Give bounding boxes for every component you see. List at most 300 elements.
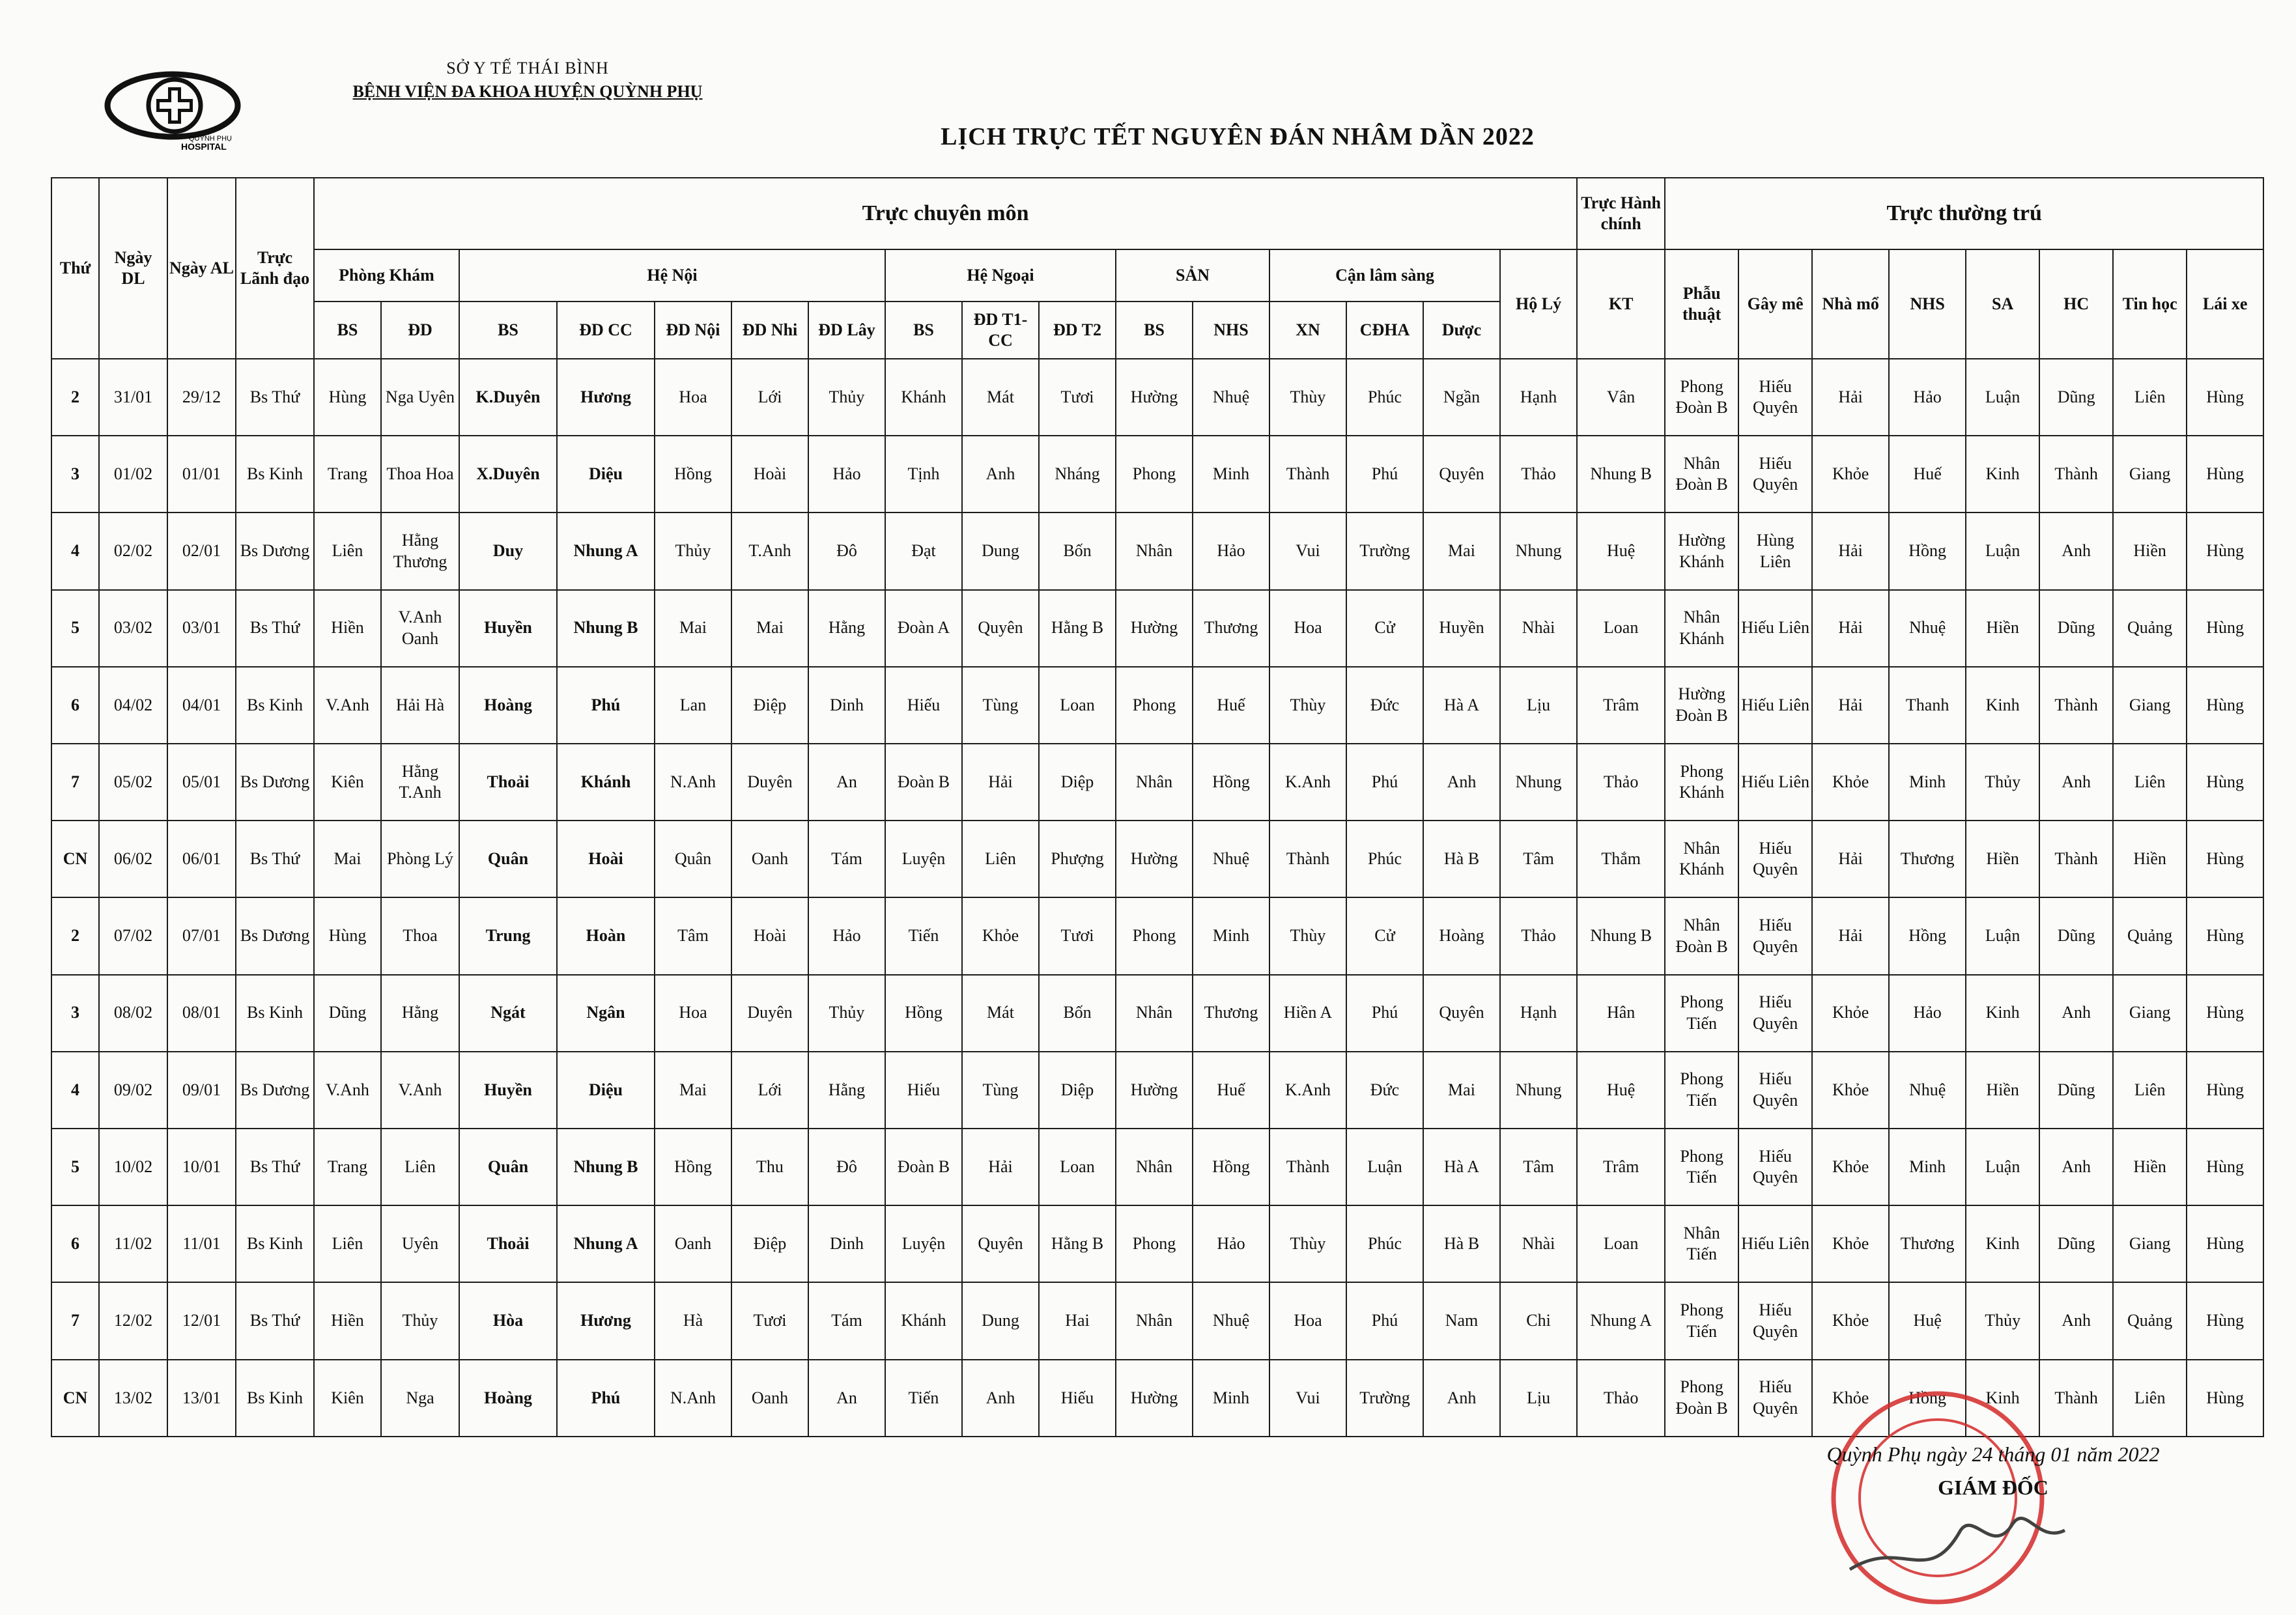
- table-cell: Minh: [1889, 744, 1966, 821]
- table-cell: Luận: [1966, 513, 2039, 589]
- table-cell: Hồng: [1889, 1360, 1966, 1437]
- table-cell: Hoa: [1269, 590, 1346, 667]
- table-cell: Trâm: [1577, 1129, 1665, 1205]
- table-cell: Thành: [2039, 1360, 2113, 1437]
- table-cell: Tùng: [962, 667, 1039, 744]
- table-row: [51, 1282, 2263, 1359]
- table-cell: Anh: [2039, 744, 2113, 821]
- table-cell: Luận: [1966, 359, 2039, 436]
- table-row: [51, 897, 2263, 974]
- table-cell: Bốn: [1039, 513, 1116, 589]
- table-cell: Anh: [2039, 1129, 2113, 1205]
- table-cell: Hiếu Liên: [1738, 590, 1812, 667]
- subheader-cell: BS: [885, 302, 962, 359]
- organization-block: [332, 59, 723, 102]
- table-cell: Hải: [962, 1129, 1039, 1205]
- table-cell: Quyên: [962, 1205, 1039, 1282]
- table-cell: Huệ: [1577, 513, 1665, 589]
- table-cell: Hiếu: [885, 1052, 962, 1129]
- table-cell: T.Anh: [731, 513, 808, 589]
- subheader-cell: ĐD Nhi: [731, 302, 808, 359]
- table-cell: Hoài: [731, 436, 808, 513]
- table-cell: Cử: [1346, 590, 1423, 667]
- header-phau-thuat: Phẫu thuật: [1665, 249, 1738, 359]
- table-cell: Phúc: [1346, 359, 1423, 436]
- table-cell: Điệp: [731, 1205, 808, 1282]
- table-cell: Hường: [1116, 1052, 1193, 1129]
- table-cell: Thoải: [459, 1205, 557, 1282]
- table-cell: Thanh: [1889, 667, 1966, 744]
- table-cell: K.Anh: [1269, 744, 1346, 821]
- table-cell: 04/02: [99, 667, 167, 744]
- table-cell: Trường: [1346, 513, 1423, 589]
- table-cell: 07/01: [167, 897, 236, 974]
- signature-block: [1759, 1442, 2228, 1500]
- table-cell: Thủy: [655, 513, 731, 589]
- svg-text:HOSPITAL: HOSPITAL: [181, 141, 227, 152]
- table-cell: Liên: [962, 821, 1039, 897]
- table-cell: Phú: [557, 1360, 655, 1437]
- header-san: SẢN: [1116, 249, 1269, 302]
- table-cell: Luyện: [885, 821, 962, 897]
- document-title: LỊCH TRỰC TẾT NGUYÊN ĐÁN NHÂM DẦN 2022: [941, 123, 1535, 150]
- table-cell: Huế: [1889, 436, 1966, 513]
- table-cell: Hiếu Quyên: [1738, 436, 1812, 513]
- table-cell: Hằng: [808, 1052, 885, 1129]
- table-cell: Mai: [1423, 513, 1500, 589]
- table-cell: Quyên: [962, 590, 1039, 667]
- table-cell: Khỏe: [962, 897, 1039, 974]
- table-cell: Nhân Đoàn B: [1665, 897, 1738, 974]
- table-cell: Thảo: [1500, 897, 1577, 974]
- table-cell: Phúc: [1346, 821, 1423, 897]
- table-cell: 4: [51, 1052, 99, 1129]
- table-cell: Khỏe: [1812, 1282, 1889, 1359]
- table-cell: Bs Kinh: [236, 667, 314, 744]
- table-cell: V.Anh: [381, 1052, 459, 1129]
- table-cell: Nhân: [1116, 513, 1193, 589]
- table-cell: Hiếu Quyên: [1738, 1360, 1812, 1437]
- table-cell: Oanh: [731, 1360, 808, 1437]
- table-cell: Luyện: [885, 1205, 962, 1282]
- table-cell: Hoàng: [459, 1360, 557, 1437]
- hospital-logo: [98, 65, 248, 156]
- table-cell: Hùng: [2187, 975, 2263, 1052]
- table-cell: Thoải: [459, 744, 557, 821]
- table-cell: Phúc: [1346, 1205, 1423, 1282]
- table-cell: Bs Dương: [236, 897, 314, 974]
- table-cell: Nga Uyên: [381, 359, 459, 436]
- table-cell: Huệ: [1577, 1052, 1665, 1129]
- table-cell: Tiến: [885, 1360, 962, 1437]
- table-cell: Thùy: [1269, 667, 1346, 744]
- table-cell: Tám: [808, 821, 885, 897]
- table-cell: Hằng Thương: [381, 513, 459, 589]
- table-cell: Đoàn B: [885, 1129, 962, 1205]
- table-cell: 6: [51, 1205, 99, 1282]
- table-cell: Kinh: [1966, 1205, 2039, 1282]
- table-cell: Hà B: [1423, 821, 1500, 897]
- table-cell: Trang: [314, 436, 381, 513]
- table-cell: Kinh: [1966, 975, 2039, 1052]
- table-cell: Nhung B: [1577, 436, 1665, 513]
- table-cell: Phong: [1116, 1205, 1193, 1282]
- table-cell: Giang: [2113, 436, 2187, 513]
- table-cell: Dũng: [2039, 590, 2113, 667]
- header-hc: HC: [2039, 249, 2113, 359]
- subheader-cell: Dược: [1423, 302, 1500, 359]
- table-cell: Thoa Hoa: [381, 436, 459, 513]
- table-cell: Hùng: [2187, 821, 2263, 897]
- table-header: [51, 178, 2263, 359]
- table-cell: Bs Thứ: [236, 821, 314, 897]
- table-cell: 09/01: [167, 1052, 236, 1129]
- table-cell: Loan: [1577, 1205, 1665, 1282]
- table-cell: Mai: [731, 590, 808, 667]
- table-row: [51, 436, 2263, 513]
- table-cell: Hùng: [314, 359, 381, 436]
- table-cell: Nhuệ: [1889, 590, 1966, 667]
- subheader-cell: XN: [1269, 302, 1346, 359]
- table-cell: Đức: [1346, 1052, 1423, 1129]
- table-cell: Minh: [1193, 436, 1269, 513]
- table-cell: Phong: [1116, 436, 1193, 513]
- table-cell: 02/02: [99, 513, 167, 589]
- table-cell: Quyên: [1423, 975, 1500, 1052]
- table-cell: Nhuệ: [1193, 1282, 1269, 1359]
- table-cell: Thành: [1269, 1129, 1346, 1205]
- table-cell: 03/02: [99, 590, 167, 667]
- document-header: [98, 59, 814, 163]
- table-cell: Liên: [2113, 744, 2187, 821]
- table-cell: Anh: [2039, 1282, 2113, 1359]
- table-cell: Hạnh: [1500, 359, 1577, 436]
- table-cell: Trường: [1346, 1360, 1423, 1437]
- table-cell: Thành: [2039, 821, 2113, 897]
- table-cell: Hoàn: [557, 897, 655, 974]
- table-cell: Phong: [1116, 897, 1193, 974]
- table-cell: Hiếu Liên: [1738, 744, 1812, 821]
- table-cell: Trang: [314, 1129, 381, 1205]
- table-cell: Hằng B: [1039, 1205, 1116, 1282]
- table-cell: Thương: [1193, 975, 1269, 1052]
- table-cell: Hùng: [314, 897, 381, 974]
- table-cell: Thảo: [1577, 1360, 1665, 1437]
- table-cell: V.Anh: [314, 1052, 381, 1129]
- table-cell: Thương: [1889, 1205, 1966, 1282]
- table-cell: Vui: [1269, 1360, 1346, 1437]
- table-cell: Quảng: [2113, 897, 2187, 974]
- table-cell: Ngần: [1423, 359, 1500, 436]
- table-cell: Hai: [1039, 1282, 1116, 1359]
- table-cell: 02/01: [167, 513, 236, 589]
- table-cell: Luận: [1966, 1129, 2039, 1205]
- table-cell: Hiền: [314, 1282, 381, 1359]
- table-cell: Huế: [1193, 1052, 1269, 1129]
- header-truc-thuong-tru: Trực thường trú: [1665, 178, 2263, 249]
- table-cell: Hoa: [655, 975, 731, 1052]
- table-cell: Lan: [655, 667, 731, 744]
- table-cell: Hiền: [2113, 821, 2187, 897]
- table-cell: 5: [51, 590, 99, 667]
- header-truc-lanh-dao: Trực Lãnh đạo: [236, 178, 314, 359]
- table-cell: Đô: [808, 513, 885, 589]
- table-cell: Phong Tiến: [1665, 1129, 1738, 1205]
- table-cell: Hòa: [459, 1282, 557, 1359]
- table-cell: Mát: [962, 359, 1039, 436]
- table-cell: Nhuệ: [1193, 359, 1269, 436]
- table-cell: N.Anh: [655, 1360, 731, 1437]
- table-cell: Hải: [1812, 590, 1889, 667]
- table-cell: Khỏe: [1812, 1129, 1889, 1205]
- table-cell: Tâm: [655, 897, 731, 974]
- subheader-cell: ĐD T1-CC: [962, 302, 1039, 359]
- table-cell: Thắm: [1577, 821, 1665, 897]
- table-cell: Lịu: [1500, 1360, 1577, 1437]
- duty-schedule-table: [51, 177, 2264, 1437]
- table-cell: Nhung: [1500, 1052, 1577, 1129]
- table-cell: Thoa: [381, 897, 459, 974]
- table-cell: Hường Khánh: [1665, 513, 1738, 589]
- table-cell: Dinh: [808, 1205, 885, 1282]
- table-cell: Ngát: [459, 975, 557, 1052]
- table-cell: Hà A: [1423, 667, 1500, 744]
- table-cell: Quân: [459, 1129, 557, 1205]
- table-cell: Kiên: [314, 744, 381, 821]
- table-cell: 4: [51, 513, 99, 589]
- table-cell: Bs Thứ: [236, 1129, 314, 1205]
- table-cell: Loan: [1577, 590, 1665, 667]
- table-cell: 3: [51, 975, 99, 1052]
- table-cell: Thành: [1269, 821, 1346, 897]
- table-cell: Duyên: [731, 744, 808, 821]
- table-cell: Hùng: [2187, 513, 2263, 589]
- table-cell: Khỏe: [1812, 436, 1889, 513]
- table-cell: Mai: [314, 821, 381, 897]
- table-cell: Hảo: [808, 897, 885, 974]
- table-cell: Dũng: [2039, 1205, 2113, 1282]
- table-cell: Dung: [962, 1282, 1039, 1359]
- table-cell: Hảo: [1889, 975, 1966, 1052]
- table-cell: 03/01: [167, 590, 236, 667]
- table-cell: 08/02: [99, 975, 167, 1052]
- table-cell: Nhuệ: [1889, 1052, 1966, 1129]
- table-cell: 2: [51, 359, 99, 436]
- table-row: [51, 975, 2263, 1052]
- header-tin-hoc: Tin học: [2113, 249, 2187, 359]
- department-name: SỞ Y TẾ THÁI BÌNH: [446, 59, 609, 77]
- table-cell: Loan: [1039, 667, 1116, 744]
- table-row: [51, 744, 2263, 821]
- table-cell: Hồng: [1889, 513, 1966, 589]
- table-cell: Nhài: [1500, 1205, 1577, 1282]
- table-cell: Minh: [1193, 897, 1269, 974]
- table-cell: Hảo: [1889, 359, 1966, 436]
- header-kt: KT: [1577, 249, 1665, 359]
- table-cell: Bs Dương: [236, 744, 314, 821]
- table-cell: Hảo: [808, 436, 885, 513]
- table-cell: Hường: [1116, 1360, 1193, 1437]
- header-can-lam-sang: Cận lâm sàng: [1269, 249, 1500, 302]
- table-cell: Diệp: [1039, 1052, 1116, 1129]
- table-cell: Khỏe: [1812, 1205, 1889, 1282]
- table-cell: Hường Đoàn B: [1665, 667, 1738, 744]
- hospital-name: BỆNH VIỆN ĐA KHOA HUYỆN QUỲNH PHỤ: [352, 82, 703, 101]
- table-cell: Thủy: [1966, 1282, 2039, 1359]
- table-cell: Hoàng: [459, 667, 557, 744]
- table-cell: 31/01: [99, 359, 167, 436]
- table-cell: 06/02: [99, 821, 167, 897]
- table-cell: Vân: [1577, 359, 1665, 436]
- header-truc-chuyen-mon: Trực chuyên môn: [314, 178, 1577, 249]
- table-cell: Hiếu Liên: [1738, 1205, 1812, 1282]
- table-cell: Bốn: [1039, 975, 1116, 1052]
- table-cell: Hường: [1116, 590, 1193, 667]
- table-cell: Phú: [1346, 744, 1423, 821]
- table-cell: Hằng T.Anh: [381, 744, 459, 821]
- table-cell: Phú: [1346, 975, 1423, 1052]
- table-cell: Phong: [1116, 667, 1193, 744]
- table-cell: Duy: [459, 513, 557, 589]
- table-cell: Kiên: [314, 1360, 381, 1437]
- table-cell: Bs Thứ: [236, 590, 314, 667]
- table-cell: Hảo: [1193, 513, 1269, 589]
- table-cell: Trung: [459, 897, 557, 974]
- table-cell: Diệu: [557, 1052, 655, 1129]
- table-cell: Nháng: [1039, 436, 1116, 513]
- table-cell: Hà B: [1423, 1205, 1500, 1282]
- table-cell: Hảo: [1193, 1205, 1269, 1282]
- table-cell: Hiếu Quyên: [1738, 975, 1812, 1052]
- table-body: [51, 359, 2263, 1437]
- table-cell: Hiếu Quyên: [1738, 1282, 1812, 1359]
- table-cell: Phong Tiến: [1665, 975, 1738, 1052]
- table-cell: Hương: [557, 359, 655, 436]
- table-cell: Thủy: [1966, 744, 2039, 821]
- table-cell: Hiền: [1966, 821, 2039, 897]
- table-cell: Hằng: [808, 590, 885, 667]
- table-cell: Oanh: [655, 1205, 731, 1282]
- table-cell: Dũng: [2039, 359, 2113, 436]
- header-nhs-thuong-tru: NHS: [1889, 249, 1966, 359]
- table-cell: Dinh: [808, 667, 885, 744]
- table-cell: Bs Kinh: [236, 975, 314, 1052]
- table-cell: Hoài: [557, 821, 655, 897]
- table-cell: Phú: [1346, 436, 1423, 513]
- table-cell: Loan: [1039, 1129, 1116, 1205]
- header-phong-kham: Phòng Khám: [314, 249, 459, 302]
- table-cell: Giang: [2113, 975, 2187, 1052]
- table-cell: Hoa: [1269, 1282, 1346, 1359]
- table-cell: 29/12: [167, 359, 236, 436]
- table-cell: Hiếu Quyên: [1738, 1052, 1812, 1129]
- table-cell: Hiếu Liên: [1738, 667, 1812, 744]
- table-cell: Hải: [1812, 359, 1889, 436]
- table-cell: 01/01: [167, 436, 236, 513]
- table-row: [51, 1052, 2263, 1129]
- table-cell: Huyền: [459, 1052, 557, 1129]
- table-cell: Hường: [1116, 821, 1193, 897]
- table-cell: 7: [51, 744, 99, 821]
- subheader-cell: BS: [314, 302, 381, 359]
- table-cell: Hiếu Quyên: [1738, 1129, 1812, 1205]
- table-cell: Nhân Đoàn B: [1665, 436, 1738, 513]
- table-cell: K.Anh: [1269, 1052, 1346, 1129]
- table-cell: Thảo: [1500, 436, 1577, 513]
- table-cell: Hồng: [655, 436, 731, 513]
- table-cell: Lịu: [1500, 667, 1577, 744]
- table-cell: Đoàn A: [885, 590, 962, 667]
- table-cell: CN: [51, 1360, 99, 1437]
- header-thu: Thứ: [51, 178, 99, 359]
- table-cell: 3: [51, 436, 99, 513]
- table-cell: Mát: [962, 975, 1039, 1052]
- table-cell: Hằng: [381, 975, 459, 1052]
- table-cell: X.Duyên: [459, 436, 557, 513]
- table-cell: Nhung: [1500, 744, 1577, 821]
- table-row: [51, 821, 2263, 897]
- table-cell: Khánh: [885, 1282, 962, 1359]
- table-cell: Luận: [1966, 897, 2039, 974]
- table-row: [51, 513, 2263, 589]
- subheader-cell: BS: [1116, 302, 1193, 359]
- signature-date: Quỳnh Phụ ngày 24 tháng 01 năm 2022: [1826, 1442, 2160, 1466]
- table-cell: Hồng: [1889, 897, 1966, 974]
- table-cell: Kinh: [1966, 436, 2039, 513]
- table-cell: 12/02: [99, 1282, 167, 1359]
- table-cell: Thùy: [1269, 359, 1346, 436]
- table-cell: Bs Kinh: [236, 1360, 314, 1437]
- header-sa: SA: [1966, 249, 2039, 359]
- subheader-cell: ĐD CC: [557, 302, 655, 359]
- table-cell: Nga: [381, 1360, 459, 1437]
- table-row: [51, 590, 2263, 667]
- table-cell: Nhân Khánh: [1665, 821, 1738, 897]
- table-cell: Cử: [1346, 897, 1423, 974]
- table-cell: Hùng: [2187, 744, 2263, 821]
- table-cell: Hải: [1812, 821, 1889, 897]
- header-he-noi: Hệ Nội: [459, 249, 885, 302]
- table-cell: Bs Kinh: [236, 1205, 314, 1282]
- table-cell: Hùng: [2187, 1360, 2263, 1437]
- table-cell: Thành: [1269, 436, 1346, 513]
- table-cell: Huệ: [1889, 1282, 1966, 1359]
- table-cell: Hồng: [1193, 1129, 1269, 1205]
- table-cell: Hùng: [2187, 667, 2263, 744]
- table-cell: Phong Khánh: [1665, 744, 1738, 821]
- table-cell: Hạnh: [1500, 975, 1577, 1052]
- table-row: [51, 1205, 2263, 1282]
- table-cell: 09/02: [99, 1052, 167, 1129]
- table-cell: 04/01: [167, 667, 236, 744]
- table-cell: V.Anh: [314, 667, 381, 744]
- table-cell: Khỏe: [1812, 1052, 1889, 1129]
- table-cell: 11/02: [99, 1205, 167, 1282]
- table-cell: Mai: [655, 1052, 731, 1129]
- table-cell: Bs Dương: [236, 1052, 314, 1129]
- table-cell: Tươi: [1039, 897, 1116, 974]
- subheader-cell: ĐD Lây: [808, 302, 885, 359]
- table-cell: 2: [51, 897, 99, 974]
- table-cell: Hiếu Quyên: [1738, 897, 1812, 974]
- table-cell: Nhung B: [1577, 897, 1665, 974]
- table-cell: Hùng: [2187, 590, 2263, 667]
- table-cell: Nhân: [1116, 1282, 1193, 1359]
- table-cell: Hiền: [2113, 513, 2187, 589]
- table-cell: Uyên: [381, 1205, 459, 1282]
- table-cell: Khánh: [885, 359, 962, 436]
- table-cell: Ngân: [557, 975, 655, 1052]
